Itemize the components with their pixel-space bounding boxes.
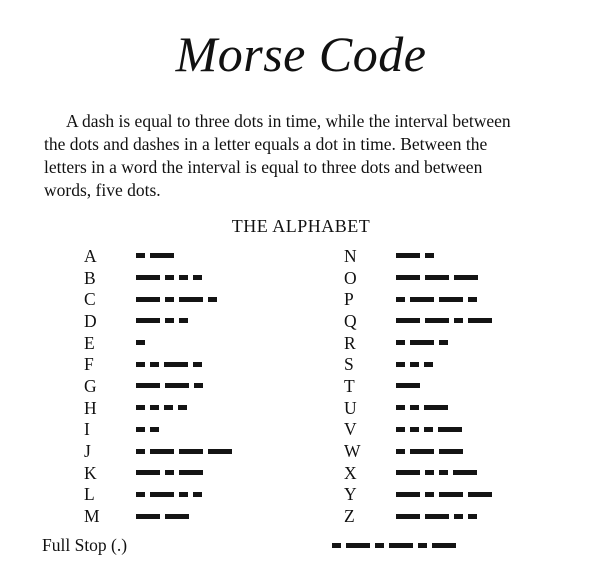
morse-dot	[418, 543, 427, 548]
intro-paragraph	[44, 110, 584, 202]
morse-dash	[396, 318, 420, 323]
alphabet-letter: S	[344, 354, 354, 375]
morse-dot	[179, 492, 188, 497]
alphabet-row	[84, 245, 344, 267]
alphabet-row	[344, 245, 602, 267]
alphabet-letter: L	[84, 484, 95, 505]
morse-code	[396, 398, 453, 418]
morse-dash	[346, 543, 370, 548]
morse-dash	[208, 449, 232, 454]
alphabet-letter: B	[84, 267, 96, 288]
morse-dash	[179, 470, 203, 475]
alphabet-row	[344, 440, 602, 462]
alphabet-row	[344, 332, 602, 354]
alphabet-letter: D	[84, 310, 97, 331]
morse-dash	[136, 383, 160, 388]
morse-dash	[454, 275, 478, 280]
morse-dot	[136, 492, 145, 497]
morse-dot	[165, 275, 174, 280]
morse-code	[396, 289, 482, 309]
morse-code	[136, 484, 207, 504]
morse-dot	[425, 470, 434, 475]
morse-dash	[425, 514, 449, 519]
morse-dot	[193, 275, 202, 280]
morse-dash	[179, 297, 203, 302]
morse-dot	[424, 427, 433, 432]
morse-dash	[179, 449, 203, 454]
morse-dot	[150, 427, 159, 432]
alphabet-row	[84, 332, 344, 354]
alphabet-letter: I	[84, 419, 90, 440]
alphabet-letter: J	[84, 441, 91, 462]
morse-code	[136, 398, 192, 418]
alphabet-letter: C	[84, 289, 96, 310]
morse-dot	[410, 427, 419, 432]
morse-dash	[439, 297, 463, 302]
morse-dot	[136, 405, 145, 410]
morse-dot	[396, 405, 405, 410]
morse-dot	[193, 492, 202, 497]
morse-code	[136, 419, 164, 439]
alphabet-letter: E	[84, 332, 95, 353]
alphabet-letter: Y	[344, 484, 357, 505]
morse-dash	[438, 427, 462, 432]
morse-code	[136, 354, 207, 374]
morse-code	[396, 463, 482, 483]
morse-dot	[424, 362, 433, 367]
morse-code	[396, 376, 425, 396]
full-stop-row	[42, 533, 562, 557]
morse-dash	[425, 275, 449, 280]
morse-dash	[396, 383, 420, 388]
morse-code	[136, 333, 150, 353]
morse-dot	[396, 297, 405, 302]
morse-dash	[165, 383, 189, 388]
morse-code	[396, 311, 497, 331]
alphabet-letter: Z	[344, 506, 355, 527]
morse-dot	[396, 449, 405, 454]
alphabet-letter: Q	[344, 310, 357, 331]
morse-dash	[136, 470, 160, 475]
morse-dot	[468, 514, 477, 519]
morse-dot	[410, 405, 419, 410]
morse-dash	[136, 318, 160, 323]
morse-dash	[396, 470, 420, 475]
alphabet-letter: K	[84, 462, 97, 483]
morse-dash	[410, 449, 434, 454]
full-stop-code	[332, 535, 461, 555]
alphabet-row	[344, 288, 602, 310]
morse-dash	[150, 492, 174, 497]
alphabet-row	[84, 353, 344, 375]
alphabet-row	[344, 462, 602, 484]
morse-dash	[136, 275, 160, 280]
morse-code	[136, 441, 237, 461]
morse-dash	[389, 543, 413, 548]
full-stop-label: Full Stop (.)	[42, 534, 128, 555]
alphabet-row	[84, 310, 344, 332]
morse-dot	[136, 362, 145, 367]
morse-code	[396, 506, 482, 526]
morse-dash	[136, 514, 160, 519]
morse-dot	[150, 405, 159, 410]
alphabet-column-right	[344, 245, 602, 527]
intro-line: A dash is equal to three dots in time, while the interval between	[66, 111, 511, 131]
morse-dash	[396, 275, 420, 280]
morse-code	[396, 246, 439, 266]
morse-dot	[468, 297, 477, 302]
morse-dot	[179, 318, 188, 323]
alphabet-row	[344, 397, 602, 419]
morse-dot	[396, 340, 405, 345]
morse-dash	[396, 253, 420, 258]
morse-dot	[136, 449, 145, 454]
morse-dot	[194, 383, 203, 388]
morse-code	[136, 268, 207, 288]
alphabet-letter: M	[84, 506, 100, 527]
morse-dot	[136, 253, 145, 258]
alphabet-letter: W	[344, 441, 361, 462]
morse-dash	[439, 449, 463, 454]
morse-code	[136, 463, 208, 483]
page-title: Morse Code	[175, 26, 427, 82]
morse-code	[136, 311, 193, 331]
morse-dot	[425, 492, 434, 497]
morse-dot	[179, 275, 188, 280]
intro-line: words, five dots.	[44, 180, 161, 200]
alphabet-row	[84, 267, 344, 289]
morse-code	[396, 354, 438, 374]
morse-dash	[439, 492, 463, 497]
intro-line: letters in a word the interval is equal to three dots and between	[44, 157, 483, 177]
morse-dot	[136, 427, 145, 432]
morse-dot	[165, 318, 174, 323]
alphabet-heading: THE ALPHABET	[231, 216, 371, 236]
morse-dot	[454, 514, 463, 519]
morse-code	[396, 441, 468, 461]
alphabet-letter: O	[344, 267, 357, 288]
morse-code	[136, 246, 179, 266]
alphabet-row	[84, 288, 344, 310]
morse-dot	[410, 362, 419, 367]
morse-code	[136, 289, 222, 309]
morse-dot	[165, 297, 174, 302]
morse-dot	[425, 253, 434, 258]
alphabet-column-left	[84, 245, 344, 527]
alphabet-letter: H	[84, 397, 97, 418]
alphabet-letter: X	[344, 462, 357, 483]
morse-dot	[164, 405, 173, 410]
morse-dot	[396, 362, 405, 367]
morse-dot	[375, 543, 384, 548]
morse-dot	[208, 297, 217, 302]
alphabet-row	[344, 375, 602, 397]
alphabet-row	[84, 375, 344, 397]
morse-dash	[396, 514, 420, 519]
morse-dash	[150, 253, 174, 258]
morse-dash	[432, 543, 456, 548]
morse-dash	[136, 297, 160, 302]
morse-code	[396, 419, 467, 439]
alphabet-letter: G	[84, 375, 97, 396]
alphabet-letter: F	[84, 354, 94, 375]
alphabet-row	[344, 353, 602, 375]
morse-dot	[439, 340, 448, 345]
alphabet-row	[344, 484, 602, 506]
morse-code	[396, 484, 497, 504]
morse-dot	[165, 470, 174, 475]
intro-line: the dots and dashes in a letter equals a dot in time. Between the	[44, 134, 488, 154]
morse-dot	[332, 543, 341, 548]
morse-dash	[425, 318, 449, 323]
morse-dash	[165, 514, 189, 519]
morse-dash	[396, 492, 420, 497]
morse-dot	[193, 362, 202, 367]
morse-dash	[410, 297, 434, 302]
alphabet-row	[84, 505, 344, 527]
morse-dot	[150, 362, 159, 367]
alphabet-row	[84, 419, 344, 441]
morse-dash	[150, 449, 174, 454]
morse-dash	[424, 405, 448, 410]
alphabet-letter: U	[344, 397, 357, 418]
morse-dash	[453, 470, 477, 475]
morse-code	[136, 506, 194, 526]
morse-dash	[468, 492, 492, 497]
morse-dot	[454, 318, 463, 323]
morse-dash	[410, 340, 434, 345]
morse-code	[136, 376, 208, 396]
morse-code	[396, 333, 453, 353]
alphabet-row	[84, 462, 344, 484]
alphabet-row	[84, 484, 344, 506]
alphabet-letter: V	[344, 419, 357, 440]
morse-dash	[164, 362, 188, 367]
morse-dot	[136, 340, 145, 345]
alphabet-row	[84, 440, 344, 462]
alphabet-row	[344, 267, 602, 289]
alphabet-row	[84, 397, 344, 419]
morse-dot	[396, 427, 405, 432]
morse-dot	[439, 470, 448, 475]
morse-code	[396, 268, 483, 288]
alphabet-row	[344, 505, 602, 527]
alphabet-letter: N	[344, 245, 357, 266]
alphabet-letter: P	[344, 289, 354, 310]
alphabet-row	[344, 310, 602, 332]
morse-dot	[178, 405, 187, 410]
alphabet-letter: T	[344, 375, 355, 396]
alphabet-letter: A	[84, 245, 97, 266]
alphabet-letter: R	[344, 332, 356, 353]
morse-dash	[468, 318, 492, 323]
alphabet-row	[344, 419, 602, 441]
